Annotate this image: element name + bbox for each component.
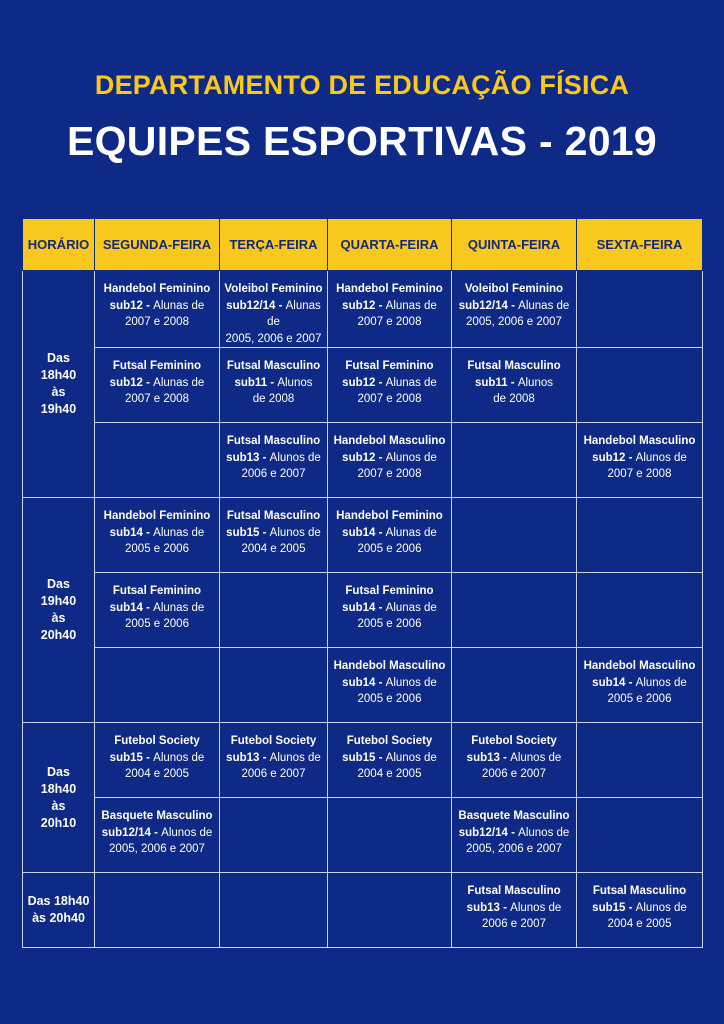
separator: - [507,376,518,389]
eligibility-years: 2005 e 2006 [607,693,672,705]
team-level: sub12/14 [458,299,508,312]
time-slot-line: Das [47,351,70,365]
team-name: Voleibol Feminino [464,283,564,295]
eligibility-text: Alunos de [518,826,570,839]
separator: - [375,526,386,539]
team-level-line [452,825,576,842]
schedule-cell [95,498,220,573]
team-level: sub12/14 [458,826,508,839]
empty-cell [220,798,328,873]
separator: - [259,451,270,464]
team-name: Handebol Feminino [336,510,443,522]
column-header-wednesday: QUARTA-FEIRA [328,219,452,271]
separator: - [375,601,386,614]
table-row [23,873,703,948]
schedule-cell [577,648,703,723]
schedule-cell [328,271,452,348]
eligibility-years: de 2008 [252,393,295,405]
separator: - [142,751,154,764]
schedule-cell [577,423,703,498]
team-level-line [220,450,327,467]
team-level: sub13 [226,751,260,764]
eligibility-years: 2005, 2006 e 2007 [109,843,205,855]
team-level: sub15 [109,751,143,764]
team-level: sub13 [466,901,500,914]
team-level: sub14 [342,526,376,539]
eligibility-text: Alunas de [153,601,205,614]
team-name: Handebol Masculino [333,435,446,447]
team-level-line [577,450,702,467]
empty-cell [452,498,577,573]
time-slot-cell [23,498,95,723]
separator: - [375,376,386,389]
empty-cell [220,573,328,648]
eligibility-text: Alunos [277,376,313,389]
schedule-cell [328,723,452,798]
header-row [23,219,703,271]
time-slot-line: 19h40 [40,594,77,608]
team-level: sub12 [342,451,376,464]
team-level-line [328,525,451,542]
team-level-line [95,600,219,617]
column-header-friday: SEXTA-FEIRA [577,219,703,271]
schedule-cell [452,348,577,423]
empty-cell [328,873,452,948]
schedule-cell [220,271,328,348]
eligibility-text: Alunos de [153,751,205,764]
team-level: sub14 [342,676,376,689]
time-slot-line: 20h10 [40,815,77,830]
table-row [23,798,703,873]
column-header-monday: SEGUNDA-FEIRA [95,219,220,271]
eligibility-text: Alunos de [385,451,437,464]
table-row [23,271,703,348]
eligibility-text: Alunos de [635,901,687,914]
team-level: sub12 [592,451,626,464]
time-slot-line: 18h40 [40,781,77,796]
separator: - [267,376,278,389]
team-name: Basquete Masculino [101,810,213,822]
table-row [23,573,703,648]
eligibility-years: 2005, 2006 e 2007 [225,332,322,345]
separator: - [150,826,162,839]
separator: - [142,526,154,539]
team-level-line [328,675,451,692]
eligibility-years: 2004 e 2005 [607,918,672,930]
eligibility-text: Alunos de [385,676,437,689]
team-name: Futsal Masculino [467,885,561,897]
eligibility-text: Alunas de [267,299,321,328]
eligibility-years: 2005 e 2006 [125,618,189,630]
schedule-cell [452,873,577,948]
separator: - [142,299,154,312]
time-slot-line: 18h40 [40,368,77,382]
eligibility-years: 2007 e 2008 [125,316,189,328]
column-header-tuesday: TERÇA-FEIRA [220,219,328,271]
team-name: Futebol Society [471,735,557,747]
empty-cell [577,723,703,798]
separator: - [142,601,154,614]
eligibility-years: 2005 e 2006 [357,543,422,555]
time-slot-line: Das [47,577,70,591]
empty-cell [220,873,328,948]
team-level: sub13 [466,751,500,764]
team-level-line [452,375,576,392]
empty-cell [577,798,703,873]
department-title: DEPARTAMENTO DE EDUCAÇÃO FÍSICA [94,70,630,100]
empty-cell [577,498,703,573]
time-slot-line: Das [47,764,70,779]
eligibility-years: 2006 e 2007 [482,768,546,780]
team-level-line [452,750,576,767]
column-header-time: HORÁRIO [23,219,95,271]
team-level: sub15 [592,901,626,914]
eligibility-years: 2004 e 2005 [125,768,189,780]
schedule-cell [328,648,452,723]
team-level: sub12 [109,376,143,389]
column-header-thursday: QUINTA-FEIRA [452,219,577,271]
team-level-line [95,750,219,767]
team-name: Handebol Feminino [103,510,211,522]
team-level-line [220,525,327,542]
eligibility-years: 2007 e 2008 [357,468,422,480]
eligibility-years: 2007 e 2008 [357,316,422,328]
team-level-line [95,298,219,315]
time-slot-line: Das 18h40 [27,894,90,908]
empty-cell [452,573,577,648]
eligibility-text: Alunas de [385,526,437,539]
time-slot-line: 19h40 [40,402,77,416]
table-row [23,723,703,798]
eligibility-text: Alunos de [161,826,213,839]
eligibility-years: 2007 e 2008 [125,393,189,405]
separator: - [507,826,519,839]
eligibility-text: Alunas de [385,376,437,389]
separator: - [499,751,511,764]
schedule-cell [452,723,577,798]
time-slot-cell [23,723,95,873]
schedule-table [22,218,703,948]
team-level: sub11 [234,376,268,389]
team-level: sub14 [592,676,626,689]
time-slot-cell [23,873,95,948]
eligibility-text: Alunas de [518,299,570,312]
eligibility-years: 2005, 2006 e 2007 [466,843,562,855]
schedule-cell [328,573,452,648]
team-level-line [577,675,702,692]
team-name: Futsal Feminino [112,585,202,597]
schedule-cell [452,271,577,348]
team-level-line [452,900,576,917]
team-name: Futsal Feminino [345,585,434,597]
team-level-line [328,450,451,467]
team-level: sub14 [109,601,143,614]
time-slot-line: às [51,611,66,625]
empty-cell [220,648,328,723]
separator: - [259,751,270,764]
time-slot-line: 20h40 [40,628,77,642]
team-level: sub12 [342,376,376,389]
table-row [23,648,703,723]
team-name: Basquete Masculino [458,810,570,822]
team-level-line [220,298,327,331]
eligibility-years: 2005 e 2006 [125,543,189,555]
eligibility-years: 2006 e 2007 [241,768,306,780]
separator: - [507,299,519,312]
schedule-cell [452,798,577,873]
eligibility-years: 2007 e 2008 [607,468,672,480]
team-name: Handebol Masculino [333,660,446,672]
eligibility-years: 2006 e 2007 [241,468,306,480]
eligibility-text: Alunos de [269,751,321,764]
time-slot-line: às [51,798,66,813]
empty-cell [452,648,577,723]
team-name: Futebol Society [230,735,317,747]
empty-cell [577,271,703,348]
eligibility-years: 2005 e 2006 [357,693,422,705]
time-slot-line: às [51,385,66,399]
eligibility-text: Alunos de [510,751,562,764]
team-level: sub15 [342,751,376,764]
team-level: sub14 [342,601,376,614]
eligibility-text: Alunos de [269,451,321,464]
team-name: Futebol Society [346,735,433,747]
table-row [23,423,703,498]
eligibility-years: 2004 e 2005 [241,543,306,555]
empty-cell [452,423,577,498]
schedule-cell [220,423,328,498]
schedule-cell [95,723,220,798]
eligibility-text: Alunas de [385,299,437,312]
team-level: sub12 [109,299,143,312]
empty-cell [95,873,220,948]
team-name: Handebol Masculino [583,435,696,447]
team-name: Futsal Feminino [112,360,202,372]
schedule-cell [328,348,452,423]
team-level-line [328,298,451,315]
team-level: sub14 [109,526,143,539]
team-name: Voleibol Feminino [224,283,323,295]
schedule-cell [95,573,220,648]
separator: - [375,451,386,464]
team-level-line [452,298,576,315]
separator: - [499,901,511,914]
team-level: sub12/14 [101,826,151,839]
team-name: Futsal Feminino [345,360,434,372]
schedule-cell [328,423,452,498]
team-name: Handebol Feminino [336,283,443,295]
schedule-cell [95,348,220,423]
empty-cell [328,798,452,873]
empty-cell [95,423,220,498]
team-level: sub15 [226,526,260,539]
schedule-cell [220,348,328,423]
eligibility-years: 2006 e 2007 [482,918,546,930]
schedule-cell [95,271,220,348]
team-name: Futsal Masculino [226,435,321,447]
separator: - [625,451,636,464]
eligibility-text: Alunas de [153,299,205,312]
team-level-line [328,750,451,767]
eligibility-years: 2005 e 2006 [357,618,422,630]
eligibility-text: Alunas de [385,601,437,614]
separator: - [625,901,636,914]
team-name: Handebol Masculino [583,660,696,672]
team-level-line [577,900,702,917]
team-level-line [328,600,451,617]
eligibility-years: 2004 e 2005 [357,768,422,780]
eligibility-text: Alunos de [635,451,687,464]
empty-cell [577,348,703,423]
schedule-body [23,271,703,948]
empty-cell [95,648,220,723]
table-row [23,348,703,423]
team-name: Futsal Masculino [592,885,687,897]
separator: - [375,751,386,764]
team-level-line [95,375,219,392]
eligibility-text: Alunos [517,376,553,389]
table-row [23,498,703,573]
time-slot-cell [23,271,95,498]
eligibility-text: Alunos de [385,751,437,764]
team-level-line [95,825,219,842]
eligibility-years: 2007 e 2008 [357,393,422,405]
empty-cell [577,573,703,648]
eligibility-years: de 2008 [493,393,535,405]
schedule-cell [95,798,220,873]
eligibility-text: Alunos de [510,901,562,914]
eligibility-text: Alunos de [635,676,687,689]
team-level-line [328,375,451,392]
team-level: sub11 [474,376,508,389]
team-name: Futsal Masculino [467,360,561,372]
team-level-line [220,750,327,767]
schedule-cell [577,873,703,948]
team-level-line [220,375,327,392]
separator: - [625,676,636,689]
schedule-cell [328,498,452,573]
separator: - [375,676,386,689]
schedule-cell [220,498,328,573]
separator: - [375,299,386,312]
team-level-line [95,525,219,542]
schedule-cell [220,723,328,798]
team-name: Futsal Masculino [226,510,321,522]
team-name: Futebol Society [114,735,200,747]
separator: - [142,376,154,389]
separator: - [275,299,286,312]
team-name: Futsal Masculino [226,360,321,372]
team-level: sub12 [342,299,376,312]
eligibility-text: Alunos de [269,526,321,539]
page-title: EQUIPES ESPORTIVAS - 2019 [66,118,658,164]
eligibility-text: Alunas de [153,526,205,539]
separator: - [259,526,270,539]
time-slot-line: às 20h40 [32,911,85,925]
eligibility-years: 2005, 2006 e 2007 [466,316,562,328]
eligibility-text: Alunas de [153,376,205,389]
team-level: sub12/14 [226,299,276,312]
team-name: Handebol Feminino [103,283,211,295]
team-level: sub13 [226,451,260,464]
